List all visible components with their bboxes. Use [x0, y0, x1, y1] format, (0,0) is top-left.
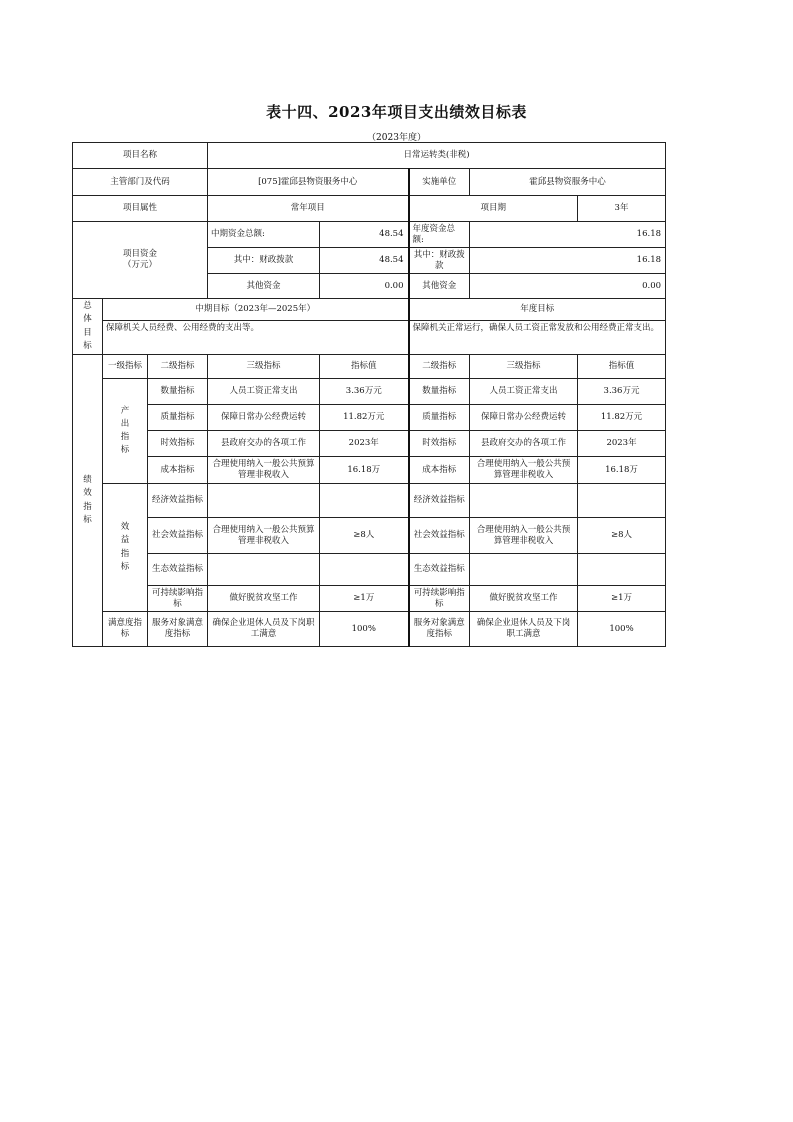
- level1-header: 一级指标: [103, 355, 148, 379]
- mid-term-other-label: 其他资金: [208, 274, 320, 299]
- row-goals-text: [73, 321, 666, 355]
- row-goals-header: [73, 299, 666, 321]
- ecological-l3: [208, 554, 320, 586]
- quality-l3-annual: 保障日常办公经费运转: [470, 405, 578, 431]
- timeliness-l2: 时效指标: [148, 431, 208, 457]
- project-attribute-value: 常年项目: [208, 196, 409, 222]
- annual-fiscal-value: 16.18: [470, 248, 666, 274]
- satisfaction-l2-annual: 服务对象满意度指标: [409, 612, 470, 647]
- economic-l3: [208, 484, 320, 518]
- implementing-unit-label: 实施单位: [409, 169, 470, 196]
- project-funds-label: [73, 222, 208, 299]
- row-quality: [73, 405, 666, 431]
- cost-l3-annual: 合理使用纳入一般公共预算管理非税收入: [470, 457, 578, 484]
- mid-term-goal-header: 中期目标（2023年—2025年）: [103, 299, 409, 321]
- social-value: ≥8人: [320, 518, 409, 554]
- quality-l2-annual: 质量指标: [409, 405, 470, 431]
- quantity-l3-annual: 人员工资正常支出: [470, 379, 578, 405]
- performance-indicator-label: 绩 效 指 标: [73, 355, 103, 647]
- overall-goal-label: 总 体 目 标: [73, 299, 103, 355]
- satisfaction-l3-annual: 确保企业退休人员及下岗职工满意: [470, 612, 578, 647]
- cost-l3: 合理使用纳入一般公共预算管理非税收入: [208, 457, 320, 484]
- timeliness-value-annual: 2023年: [578, 431, 666, 457]
- sustainable-l2-annual: 可持续影响指标: [409, 586, 470, 612]
- social-l2-annual: 社会效益指标: [409, 518, 470, 554]
- quantity-l2-annual: 数量指标: [409, 379, 470, 405]
- annual-fiscal-label: 其中：财政拨款: [409, 248, 470, 274]
- economic-value-annual: [578, 484, 666, 518]
- mid-term-goal-text: 保障机关人员经费、公用经费的支出等。: [103, 321, 409, 355]
- quantity-l3: 人员工资正常支出: [208, 379, 320, 405]
- implementing-unit-value: 霍邱县物资服务中心: [470, 169, 666, 196]
- project-name-label: 项目名称: [73, 143, 208, 169]
- row-social: [73, 518, 666, 554]
- social-value-annual: ≥8人: [578, 518, 666, 554]
- project-attribute-label: 项目属性: [73, 196, 208, 222]
- row-funds-total: [73, 222, 666, 248]
- quality-value-annual: 11.82万元: [578, 405, 666, 431]
- row-indicator-header: [73, 355, 666, 379]
- project-period-label: 项目期: [409, 196, 578, 222]
- economic-l2: 经济效益指标: [148, 484, 208, 518]
- row-quantity: [73, 379, 666, 405]
- economic-l2-annual: 经济效益指标: [409, 484, 470, 518]
- sustainable-l3: 做好脱贫攻坚工作: [208, 586, 320, 612]
- value-header: 指标值: [320, 355, 409, 379]
- page-title: 表十四、2023年项目支出绩效目标表: [266, 103, 527, 121]
- project-funds-unit: （万元）: [122, 260, 157, 270]
- annual-other-label: 其他资金: [409, 274, 470, 299]
- output-indicator-label: 产 出 指 标: [103, 379, 148, 484]
- sustainable-value-annual: ≥1万: [578, 586, 666, 612]
- social-l3-annual: 合理使用纳入一般公共预算管理非税收入: [470, 518, 578, 554]
- ecological-value: [320, 554, 409, 586]
- mid-term-other-value: 0.00: [320, 274, 409, 299]
- row-timeliness: [73, 431, 666, 457]
- sustainable-l3-annual: 做好脱贫攻坚工作: [470, 586, 578, 612]
- social-l3: 合理使用纳入一般公共预算管理非税收入: [208, 518, 320, 554]
- project-name-value: 日常运转类(非税): [208, 143, 666, 169]
- level2-header: 二级指标: [148, 355, 208, 379]
- ecological-l3-annual: [470, 554, 578, 586]
- ecological-l2: 生态效益指标: [148, 554, 208, 586]
- economic-value: [320, 484, 409, 518]
- timeliness-l3-annual: 县政府交办的各项工作: [470, 431, 578, 457]
- value-header-annual: 指标值: [578, 355, 666, 379]
- sustainable-value: ≥1万: [320, 586, 409, 612]
- quantity-l2: 数量指标: [148, 379, 208, 405]
- quantity-value: 3.36万元: [320, 379, 409, 405]
- quantity-value-annual: 3.36万元: [578, 379, 666, 405]
- cost-value-annual: 16.18万: [578, 457, 666, 484]
- quality-l3: 保障日常办公经费运转: [208, 405, 320, 431]
- project-funds-title: 项目资金: [122, 249, 157, 260]
- annual-total-label: 年度资金总额:: [409, 222, 470, 248]
- row-attribute: [73, 196, 666, 222]
- timeliness-l2-annual: 时效指标: [409, 431, 470, 457]
- row-department: [73, 169, 666, 196]
- annual-other-value: 0.00: [470, 274, 666, 299]
- economic-l3-annual: [470, 484, 578, 518]
- mid-term-fiscal-value: 48.54: [320, 248, 409, 274]
- cost-l2: 成本指标: [148, 457, 208, 484]
- satisfaction-value-annual: 100%: [578, 612, 666, 647]
- annual-goal-text: 保障机关正常运行，确保人员工资正常发放和公用经费正常支出。: [409, 321, 666, 355]
- department-value: [075]霍邱县物资服务中心: [208, 169, 409, 196]
- annual-goal-header: 年度目标: [409, 299, 666, 321]
- social-l2: 社会效益指标: [148, 518, 208, 554]
- satisfaction-l2: 服务对象满意度指标: [148, 612, 208, 647]
- mid-term-total-label: 中期资金总额:: [208, 222, 320, 248]
- project-period-value: 3年: [578, 196, 666, 222]
- row-ecological: [73, 554, 666, 586]
- level3-header: 三级指标: [208, 355, 320, 379]
- annual-total-value: 16.18: [470, 222, 666, 248]
- department-label: 主管部门及代码: [73, 169, 208, 196]
- benefit-indicator-label: 效 益 指 标: [103, 484, 148, 612]
- row-satisfaction: [73, 612, 666, 647]
- ecological-l2-annual: 生态效益指标: [409, 554, 470, 586]
- ecological-value-annual: [578, 554, 666, 586]
- mid-term-fiscal-label: 其中：财政拨款: [208, 248, 320, 274]
- satisfaction-value: 100%: [320, 612, 409, 647]
- mid-term-total-value: 48.54: [320, 222, 409, 248]
- row-cost: [73, 457, 666, 484]
- row-economic: [73, 484, 666, 518]
- row-sustainable: [73, 586, 666, 612]
- cost-l2-annual: 成本指标: [409, 457, 470, 484]
- satisfaction-l3: 确保企业退休人员及下岗职工满意: [208, 612, 320, 647]
- quality-value: 11.82万元: [320, 405, 409, 431]
- sustainable-l2: 可持续影响指标: [148, 586, 208, 612]
- timeliness-value: 2023年: [320, 431, 409, 457]
- level3-header-annual: 三级指标: [470, 355, 578, 379]
- level2-header-annual: 二级指标: [409, 355, 470, 379]
- performance-target-table: [72, 142, 666, 647]
- page-subtitle: （2023年度）: [367, 133, 426, 143]
- quality-l2: 质量指标: [148, 405, 208, 431]
- satisfaction-indicator-label: 满意度指标: [103, 612, 148, 647]
- cost-value: 16.18万: [320, 457, 409, 484]
- timeliness-l3: 县政府交办的各项工作: [208, 431, 320, 457]
- row-project-name: [73, 143, 666, 169]
